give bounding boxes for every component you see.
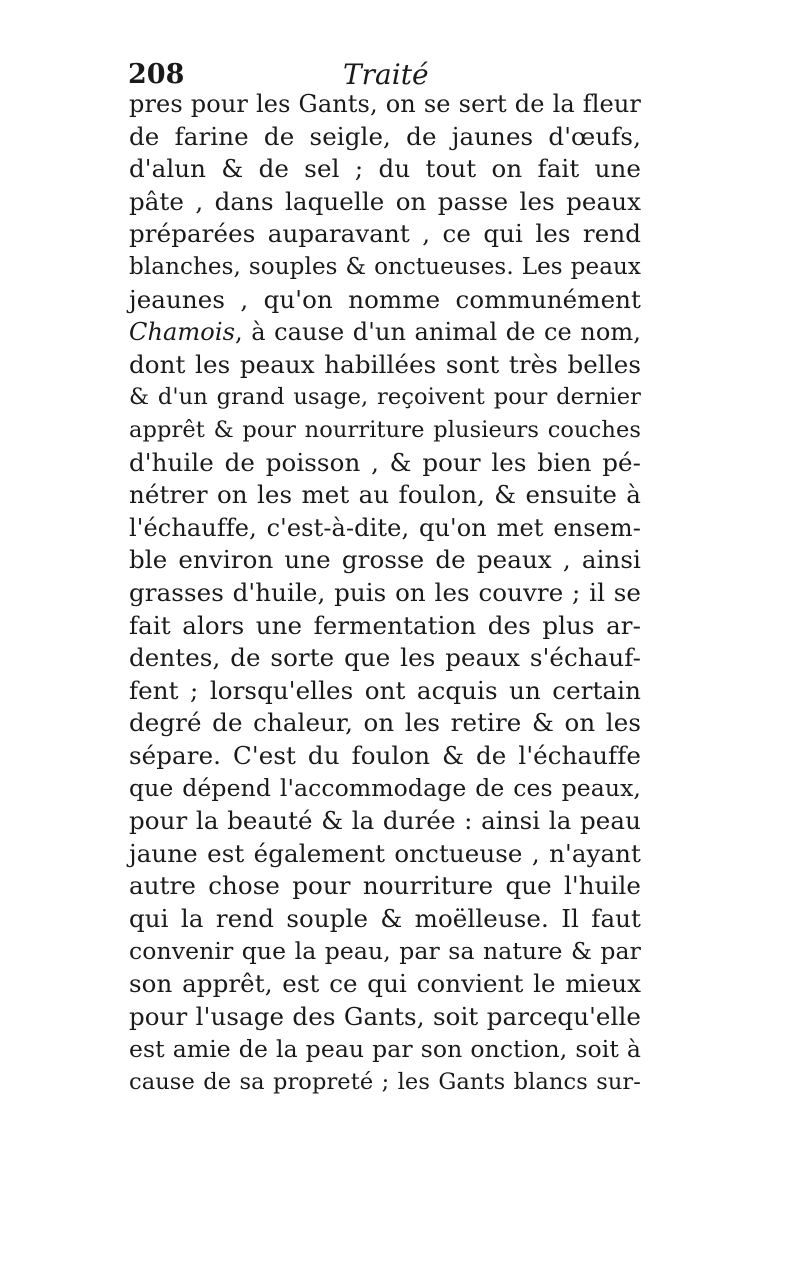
text-line: convenir que la peau, par sa nature & par [129, 937, 641, 966]
page-number: 208 [128, 59, 185, 90]
text-line: nétrer on les met au foulon, & ensuite à [129, 480, 641, 510]
text-line: cause de sa propreté ; les Gants blancs sur- [129, 1068, 641, 1095]
text-line: préparées auparavant , ce qui les rend [129, 219, 641, 249]
text-line: jaune est également onctueuse , n'ayant [129, 838, 641, 868]
text-line: apprêt & pour nourriture plusieurs couches [129, 416, 641, 443]
body-text [129, 88, 641, 1098]
running-head [128, 58, 648, 92]
text-line: ble environ une grosse de peaux , ainsi [129, 545, 641, 575]
text-line: fait alors une fermentation des plus ar- [129, 610, 641, 640]
text-line: que dépend l'accommodage de ces peaux, [129, 774, 641, 803]
text-line: degré de chaleur, on les retire & on les [129, 708, 641, 738]
text-line: son apprêt, est ce qui convient le mieux [129, 969, 641, 999]
text-line: est amie de la peau par son onction, soit à [129, 1035, 641, 1064]
text-line: jeaunes , qu'on nomme communément [129, 284, 641, 314]
text-line: grasses d'huile, puis on les couvre ; il se [129, 577, 641, 607]
text-line: d'huile de poisson , & pour les bien pé- [129, 447, 641, 477]
text-line: pres pour les Gants, on se sert de la fleur [129, 90, 641, 118]
text-line: fent ; lorsqu'elles ont acquis un certain [129, 675, 641, 705]
text-line: pâte , dans laquelle on passe les peaux [129, 186, 641, 216]
text-line: Chamois, à cause d'un animal de ce nom, [129, 318, 641, 347]
text-line: de farine de seigle, de jaunes d'œufs, [129, 121, 641, 151]
text-line: qui la rend souple & moëlleuse. Il faut [129, 903, 641, 933]
text-line: dentes, de sorte que les peaux s'échauf- [129, 643, 641, 673]
text-line: sépare. C'est du foulon & de l'échauffe [129, 740, 641, 770]
text-line: pour l'usage des Gants, soit parcequ'elle [129, 1001, 641, 1031]
text-line: & d'un grand usage, reçoivent pour dernier [129, 384, 641, 411]
text-line: l'échauffe, c'est-à-dite, qu'on met ensem- [129, 513, 641, 542]
italic-word: Chamois [129, 318, 236, 347]
text-line: blanches, souples & onctueuses. Les peaux [129, 253, 641, 280]
text-line: autre chose pour nourriture que l'huile [129, 871, 641, 901]
text-line: pour la beauté & la durée : ainsi la peau [129, 806, 641, 836]
text-line: dont les peaux habillées sont très belles [129, 349, 641, 379]
running-title: Traité [343, 58, 429, 91]
text-line: d'alun & de sel ; du tout on fait une [129, 154, 641, 184]
